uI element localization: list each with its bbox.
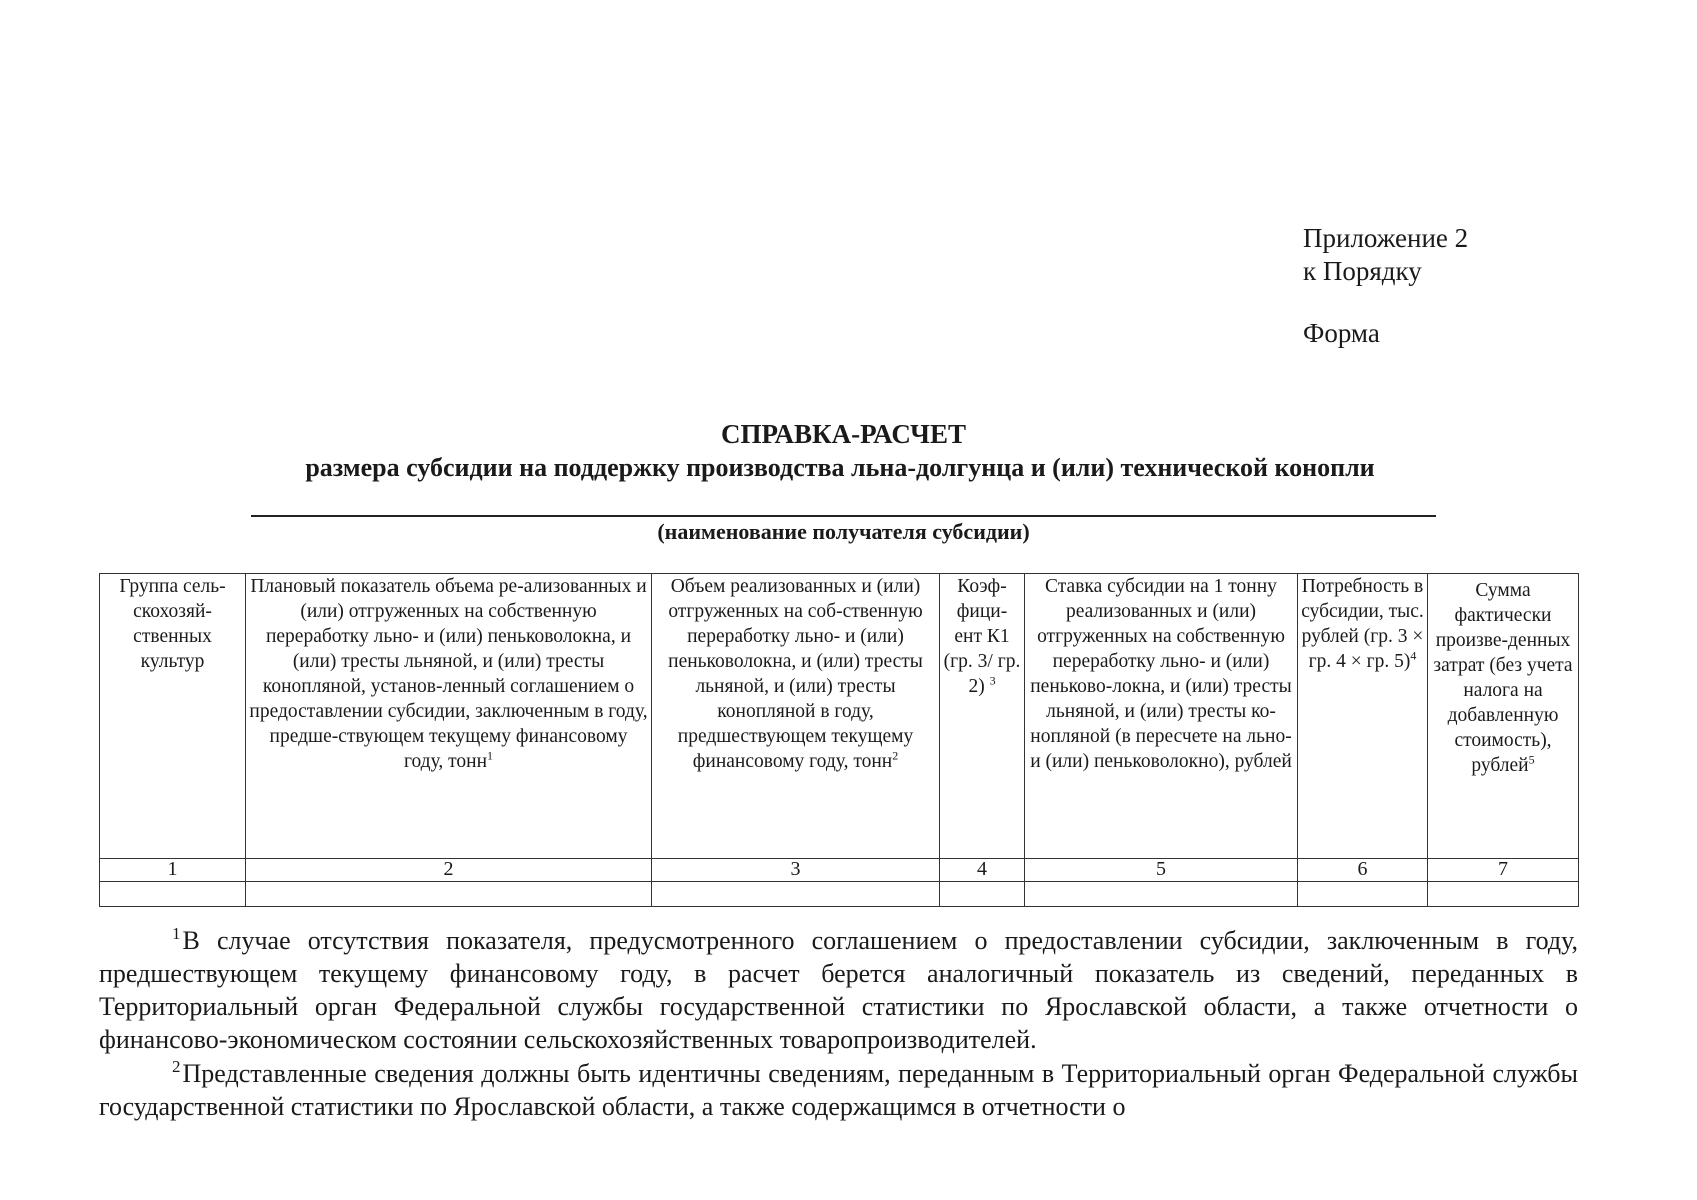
column-header: Объем реализованных и (или) отгруженных на соб-ственную переработку льно- и (или) пеньковолокна, и (или) тресты льняной, и (или) тресты конопляной в году, предшествующем текущему финансовому году, тонн$^2$	[652, 574, 940, 859]
footnote-ref: 2	[892, 748, 899, 763]
recipient-caption: (наименование получателя субсидии)	[657, 519, 1030, 544]
document-title-text: СПРАВКА-РАСЧЕТ	[721, 419, 966, 449]
document-subtitle: размера субсидии на поддержку производства льна-долгунца и (или) технической конопли	[305, 453, 1375, 482]
footnote-ref: 3	[989, 673, 996, 688]
column-number: 6	[1298, 859, 1428, 882]
column-header: Потребность в субсидии, тыс. рублей (гр. 3 × гр. 4 × гр. 5)$^4$	[1298, 574, 1428, 859]
recipient-name-line	[251, 515, 1436, 517]
column-number: 5	[1025, 859, 1298, 882]
empty-cell	[246, 882, 652, 907]
column-number: 2	[246, 859, 652, 882]
footnote-mark: 2	[172, 1057, 181, 1077]
footnotes	[99, 924, 1578, 1124]
empty-cell	[1428, 882, 1579, 907]
appendix-reference: к Порядку	[1303, 256, 1422, 286]
appendix-number: Приложение 2	[1303, 223, 1469, 253]
column-number: 1	[100, 859, 246, 882]
column-number-row	[100, 859, 1579, 882]
document-title	[0, 418, 1697, 450]
empty-cell	[100, 882, 246, 907]
empty-cell	[940, 882, 1025, 907]
footnote-ref: 1	[487, 748, 494, 763]
column-number: 4	[940, 859, 1025, 882]
footnote-ref: 4	[1410, 648, 1417, 663]
column-header: Группа сель-скохозяй-ственных культур	[100, 574, 246, 859]
footnote-mark: 1	[172, 924, 181, 944]
footnote: $^1$В случае отсутствия показателя, предусмотренного соглашением о предоставлении субсидии, заключенным в году, предшествующем текущему финансовому году, в расчет берется аналогичный показатель из сведений, переданных в Территориальный орган Федеральной службы государственной статистики по Ярославской области, а также отчетности о финансово-экономическом состоянии сельскохозяйственных товаропроизводителей.	[99, 924, 1578, 1054]
column-header: Сумма фактически произве-денных затрат (без учета налога на добавленную стоимость), рублей$^5$	[1428, 574, 1579, 859]
empty-data-row	[100, 882, 1579, 907]
form-label: Форма	[1303, 318, 1380, 348]
empty-cell	[1025, 882, 1298, 907]
calculation-table	[99, 573, 1579, 907]
table-header-row	[100, 574, 1579, 859]
column-number: 3	[652, 859, 940, 882]
column-number: 7	[1428, 859, 1579, 882]
empty-cell	[652, 882, 940, 907]
footnote-ref: 5	[1528, 752, 1535, 767]
column-header: Плановый показатель объема ре-ализованных и (или) отгруженных на собственную переработку льно- и (или) пеньковолокна, и (или) тресты льняной, и (или) тресты конопляной, установ-ленный соглашением о предоставлении субсидии, заключенным в году, предше-ствующем текущему финансовому году, тонн$^1$	[246, 574, 652, 859]
empty-cell	[1298, 882, 1428, 907]
appendix-block	[1303, 222, 1468, 350]
column-header: Коэф-фици-ент К1 (гр. 3/ гр. 2) $^3$	[940, 574, 1025, 859]
footnote: $^2$Представленные сведения должны быть идентичны сведениям, переданным в Территориальный орган Федеральной службы государственной статистики по Ярославской области, а также содержащимся в отчетности о	[99, 1057, 1578, 1121]
column-header: Ставка субсидии на 1 тонну реализованных и (или) отгруженных на собственную переработку льно- и (или) пеньково-локна, и (или) тресты льняной, и (или) тресты ко-нопляной (в пересчете на льно- и (или) пеньковолокно), рублей	[1025, 574, 1298, 859]
